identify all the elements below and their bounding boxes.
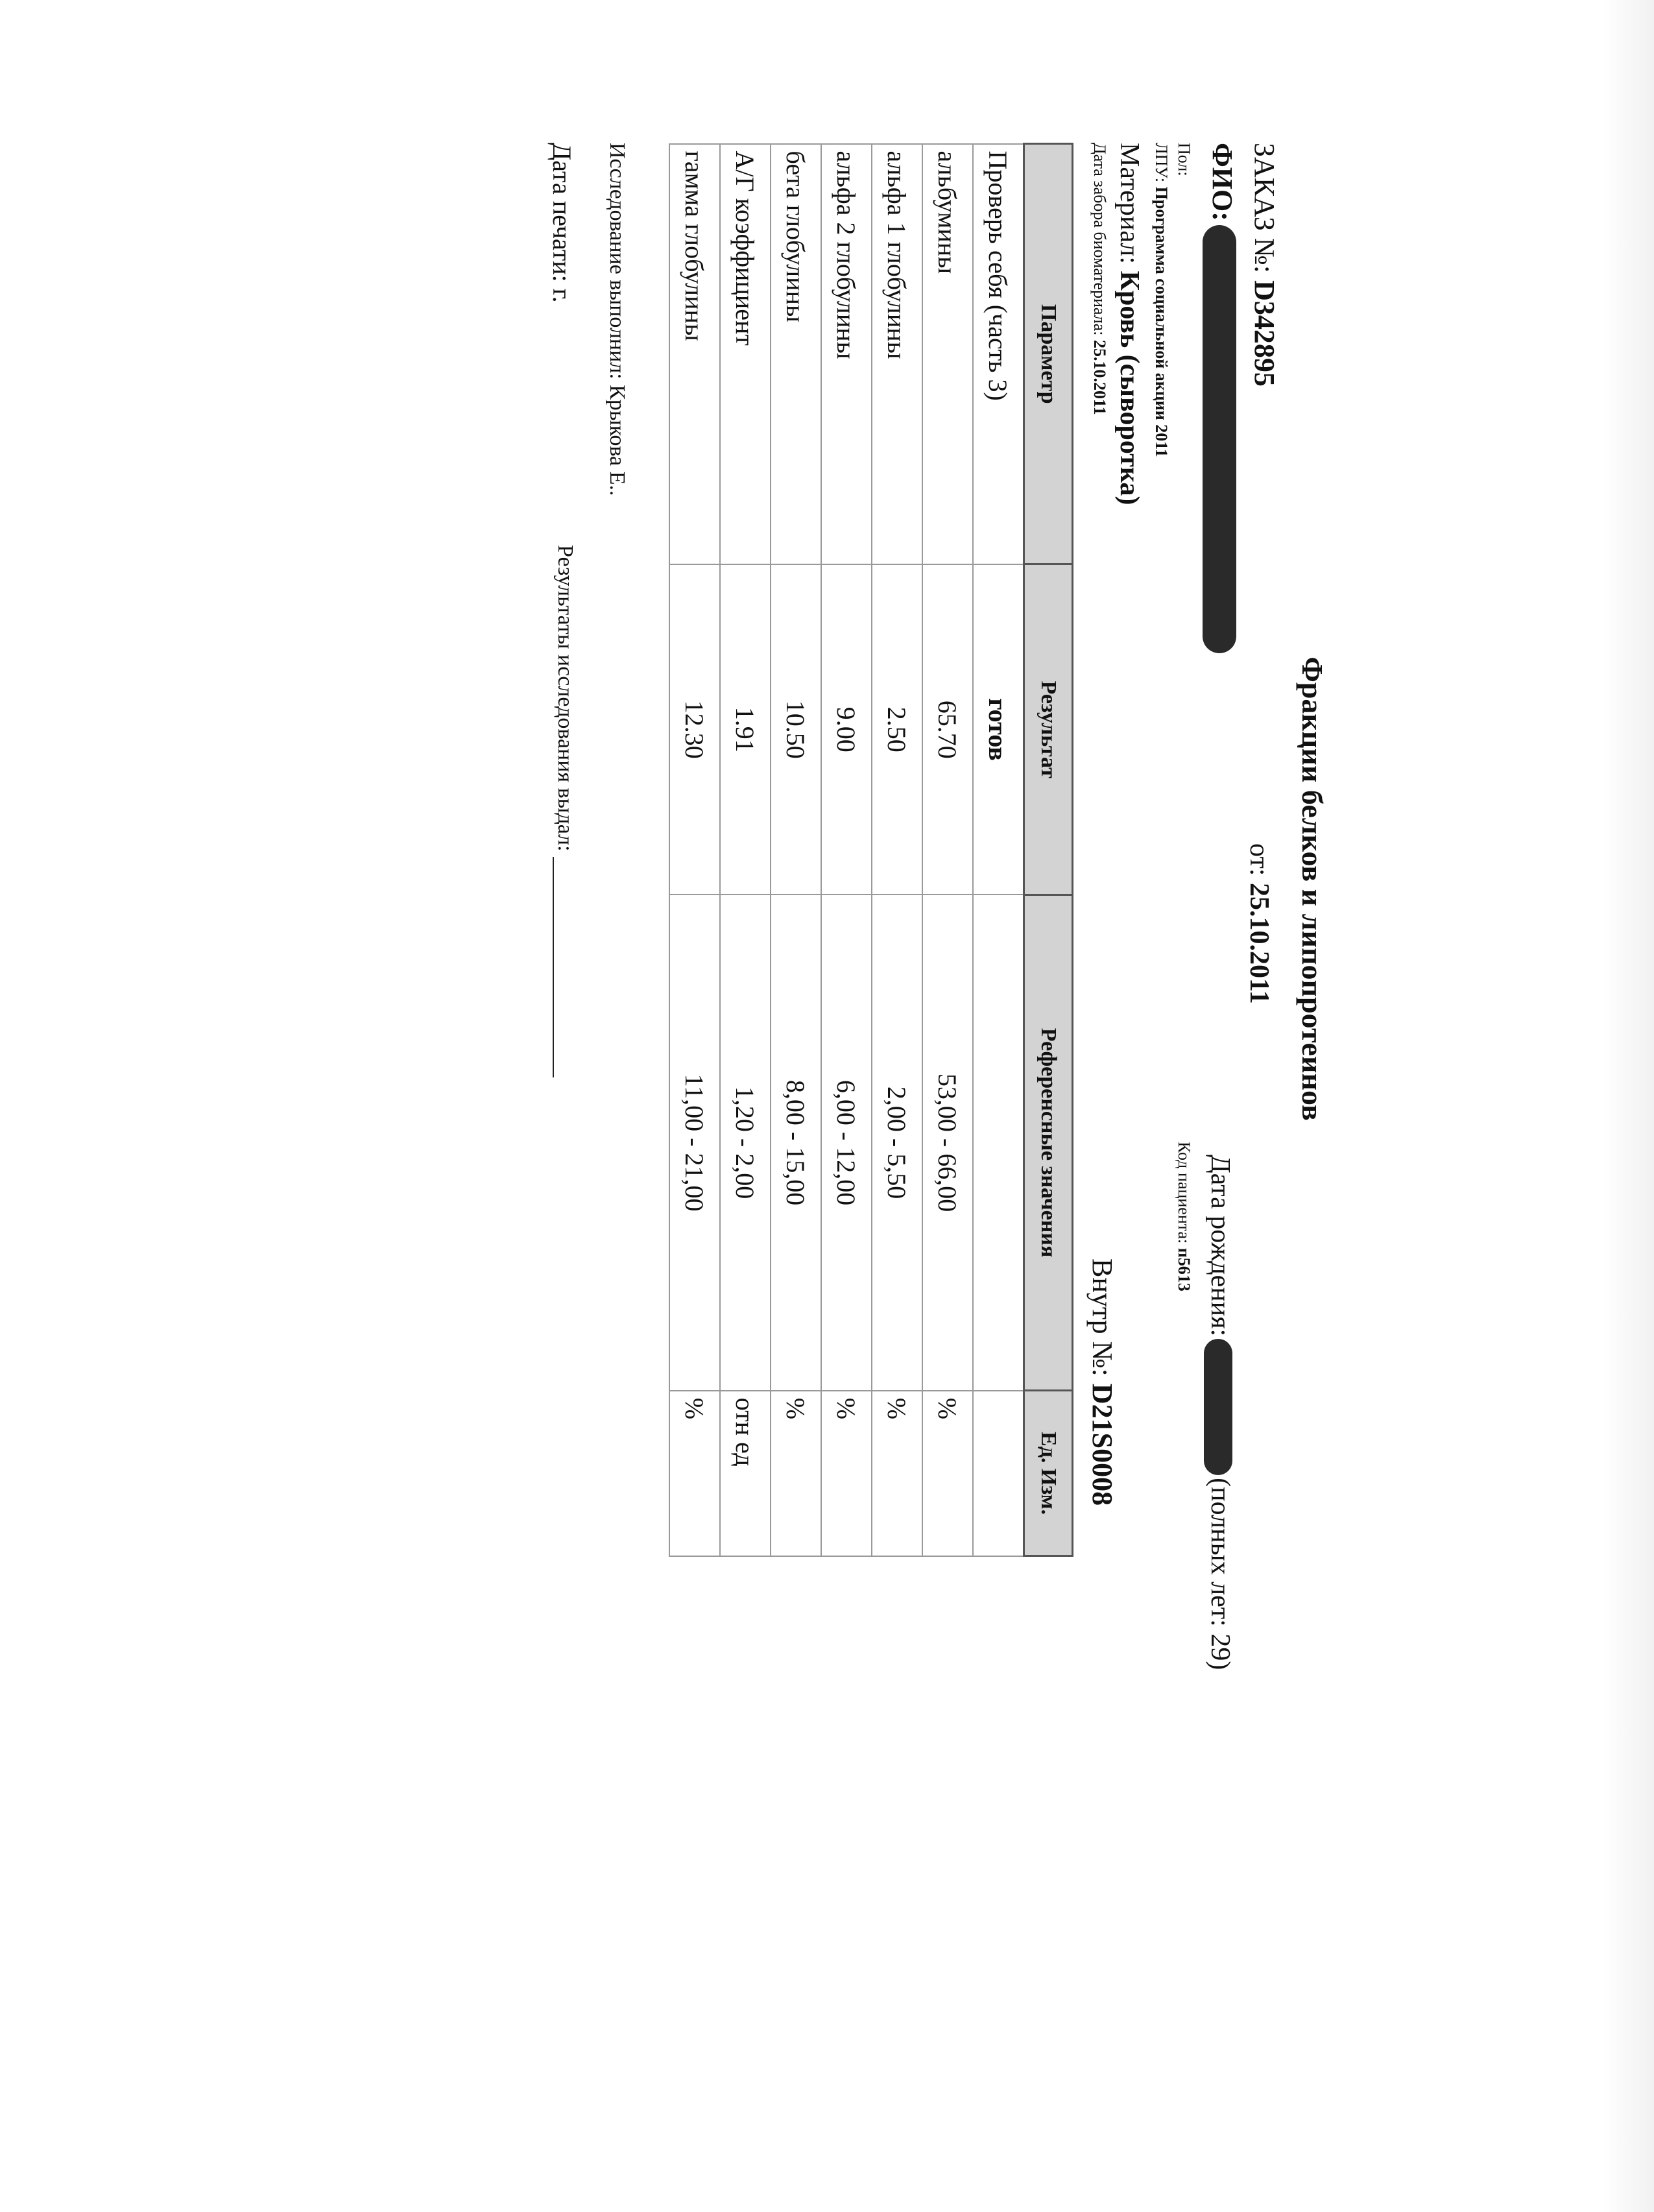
table-row — [973, 144, 1024, 1556]
results-table — [669, 143, 1073, 1557]
result-cell: готов — [973, 564, 1024, 895]
age-label: (полных лет: — [1205, 1478, 1235, 1627]
collection-date-value: 25.10.2011 — [1090, 340, 1109, 415]
param-cell: Проверь себя (часть 3) — [973, 144, 1024, 564]
header-unit: Ед. Изм. — [1024, 1391, 1073, 1556]
unit-cell: отн ед — [720, 1391, 771, 1556]
reference-cell — [973, 895, 1024, 1390]
reference-cell: 11,00 - 21,00 — [669, 895, 720, 1390]
lpu-label: ЛПУ: — [1152, 143, 1171, 183]
unit-cell — [973, 1391, 1024, 1556]
table-row — [922, 144, 973, 1556]
reference-cell: 8,00 - 15,00 — [771, 895, 821, 1390]
param-cell: альбумины — [922, 144, 973, 564]
scan-edge-shadow — [1602, 0, 1654, 2212]
patient-code-label: Код пациента: — [1175, 1142, 1193, 1244]
collection-date-label: Дата забора биоматериала: — [1090, 143, 1109, 336]
order-date-line — [1243, 843, 1275, 1004]
performed-by-line: Исследование выполнил: Крыкова Е.. — [605, 143, 629, 496]
patient-name-line — [1203, 143, 1239, 653]
reference-cell: 6,00 - 12,00 — [821, 895, 872, 1390]
order-label: ЗАКАЗ №: — [1249, 143, 1280, 274]
param-cell: альфа 2 глобулины — [821, 144, 872, 564]
patient-code-line — [1174, 1142, 1193, 1292]
redacted-name-mark — [1203, 225, 1236, 653]
table-row — [821, 144, 872, 1556]
dob-label: Дата рождения: — [1205, 1155, 1235, 1337]
unit-cell: % — [821, 1391, 872, 1556]
result-cell: 12.30 — [669, 564, 720, 895]
result-cell: 65.70 — [922, 564, 973, 895]
param-cell: А/Г коэффициент — [720, 144, 771, 564]
result-cell: 10.50 — [771, 564, 821, 895]
material-value: Кровь (сыворотка) — [1114, 270, 1144, 505]
order-number: D342895 — [1249, 280, 1280, 387]
reference-cell: 2,00 - 5,50 — [872, 895, 922, 1390]
collection-date-line — [1090, 143, 1109, 415]
internal-label: Внутр №: — [1086, 1258, 1118, 1376]
lab-report-page — [97, 143, 1330, 1670]
print-date-line: Дата печати: г. — [547, 143, 577, 303]
table-row — [872, 144, 922, 1556]
unit-cell: % — [771, 1391, 821, 1556]
table-row — [720, 144, 771, 1556]
unit-cell: % — [669, 1391, 720, 1556]
param-cell: альфа 1 глобулины — [872, 144, 922, 564]
param-cell: бета глобулины — [771, 144, 821, 564]
header-parameter: Параметр — [1024, 144, 1073, 564]
table-row — [771, 144, 821, 1556]
header-reference: Референсные значения — [1024, 895, 1073, 1390]
sex-label: Пол: — [1175, 143, 1193, 176]
table-header-row — [1024, 144, 1073, 1556]
material-label: Материал: — [1114, 143, 1144, 265]
issued-by-label: Результаты исследования выдал: — [553, 545, 577, 852]
document-title: Фракции белков и липопротеинов — [1296, 656, 1329, 1121]
reference-cell: 53,00 - 66,00 — [922, 895, 973, 1390]
order-date-label: от: — [1244, 843, 1274, 876]
result-cell: 9.00 — [821, 564, 872, 895]
patient-code-value: п5613 — [1175, 1247, 1193, 1292]
reference-cell: 1,20 - 2,00 — [720, 895, 771, 1390]
signature-line — [553, 857, 576, 1077]
lpu-value: Программа социальной акции 2011 — [1152, 186, 1171, 457]
issued-by-line — [553, 545, 577, 1077]
table-row — [669, 144, 720, 1556]
internal-number-line — [1086, 1258, 1119, 1506]
age-value: 29) — [1205, 1633, 1235, 1670]
order-date-value: 25.10.2011 — [1244, 882, 1274, 1004]
material-line — [1114, 143, 1145, 505]
fio-label: ФИО: — [1206, 143, 1238, 221]
unit-cell: % — [872, 1391, 922, 1556]
sex-line — [1174, 143, 1193, 176]
order-number-line — [1248, 143, 1281, 387]
redacted-dob-mark — [1204, 1339, 1232, 1475]
result-cell: 1.91 — [720, 564, 771, 895]
lpu-line — [1151, 143, 1171, 457]
result-cell: 2.50 — [872, 564, 922, 895]
param-cell: гамма глобулины — [669, 144, 720, 564]
header-result: Результат — [1024, 564, 1073, 895]
unit-cell: % — [922, 1391, 973, 1556]
birth-date-line — [1204, 1155, 1236, 1670]
internal-value: D21S0008 — [1086, 1383, 1118, 1506]
